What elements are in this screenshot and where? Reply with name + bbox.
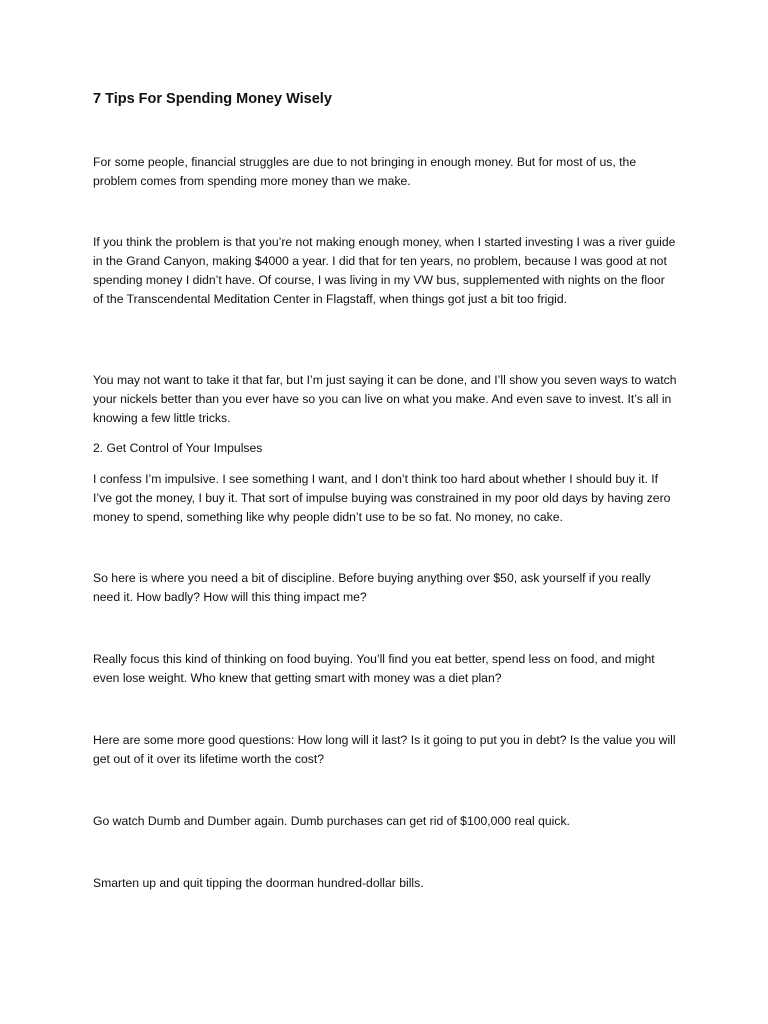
document-title: 7 Tips For Spending Money Wisely <box>93 91 332 107</box>
paragraph-dumb-and-dumber: Go watch Dumb and Dumber again. Dumb purchases can get rid of $100,000 real quick. <box>93 814 570 828</box>
paragraph-river-guide: If you think the problem is that you’re not making enough money, when I started investing I was a river guide in the Grand Canyon, making $4000 a year. I did that for ten years, no problem, because I was good at not spending money I didn’t have. Of course, I was living in my VW bus, supplemented with nights on the floor of the Transcendental Meditation Center in Flagstaff, when things got just a bit too frigid. <box>93 235 676 306</box>
paragraph-intro: For some people, financial struggles are due to not bringing in enough money. But for most of us, the problem comes from spending more money than we make. <box>93 155 637 188</box>
paragraph-seven-ways: You may not want to take it that far, but I’m just saying it can be done, and I’ll show you seven ways to watch your nickels better than you ever have so you can live on what you make. And even save to invest. It’s all in knowing a few little tricks. <box>93 373 677 425</box>
section-heading-impulses: 2. Get Control of Your Impulses <box>93 441 263 455</box>
paragraph-impulsive: I confess I’m impulsive. I see something I want, and I don’t think too hard about whether I should buy it. If I’ve got the money, I buy it. That sort of impulse buying was constrained in my poor old days by having zero money to spend, something like why people didn’t use to be so fat. No money, no cake. <box>93 472 671 524</box>
paragraph-food-buying: Really focus this kind of thinking on food buying. You’ll find you eat better, spend less on food, and might even lose weight. Who knew that getting smart with money was a diet plan? <box>93 652 655 685</box>
paragraph-discipline: So here is where you need a bit of discipline. Before buying anything over $50, ask yourself if you really need it. How badly? How will this thing impact me? <box>93 571 651 604</box>
paragraph-smarten-up: Smarten up and quit tipping the doorman hundred-dollar bills. <box>93 876 424 890</box>
paragraph-good-questions: Here are some more good questions: How long will it last? Is it going to put you in debt? Is the value you will get out of it over its lifetime worth the cost? <box>93 733 676 766</box>
